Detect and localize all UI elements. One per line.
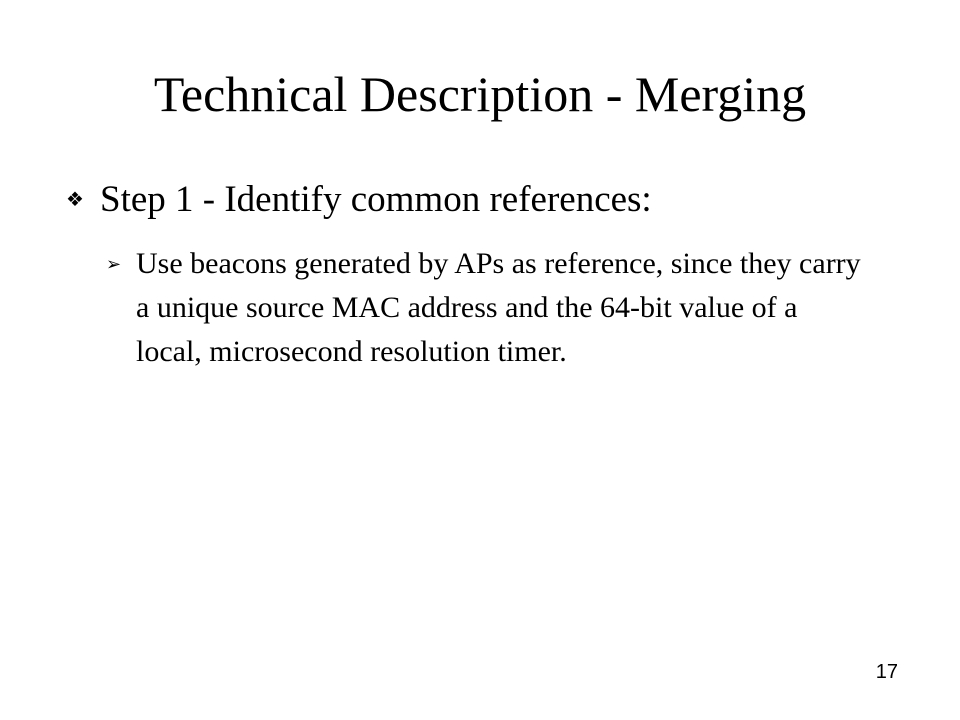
sub-bullet-text: Use beacons generated by APs as reference, since they carry a unique source MAC address and the 64-bit value of a local, microsecond resolution timer. bbox=[136, 247, 861, 368]
arrowhead-bullet-icon: ➢ bbox=[106, 254, 122, 274]
slide-title: Technical Description - Merging bbox=[153, 66, 807, 122]
page-number: 17 bbox=[875, 661, 898, 683]
diamond-bullet-icon: ❖ bbox=[66, 189, 84, 211]
bullet-item bbox=[64, 178, 894, 222]
sub-bullet-item bbox=[106, 242, 876, 374]
bullet-text: Step 1 - Identify common references: bbox=[100, 179, 652, 220]
